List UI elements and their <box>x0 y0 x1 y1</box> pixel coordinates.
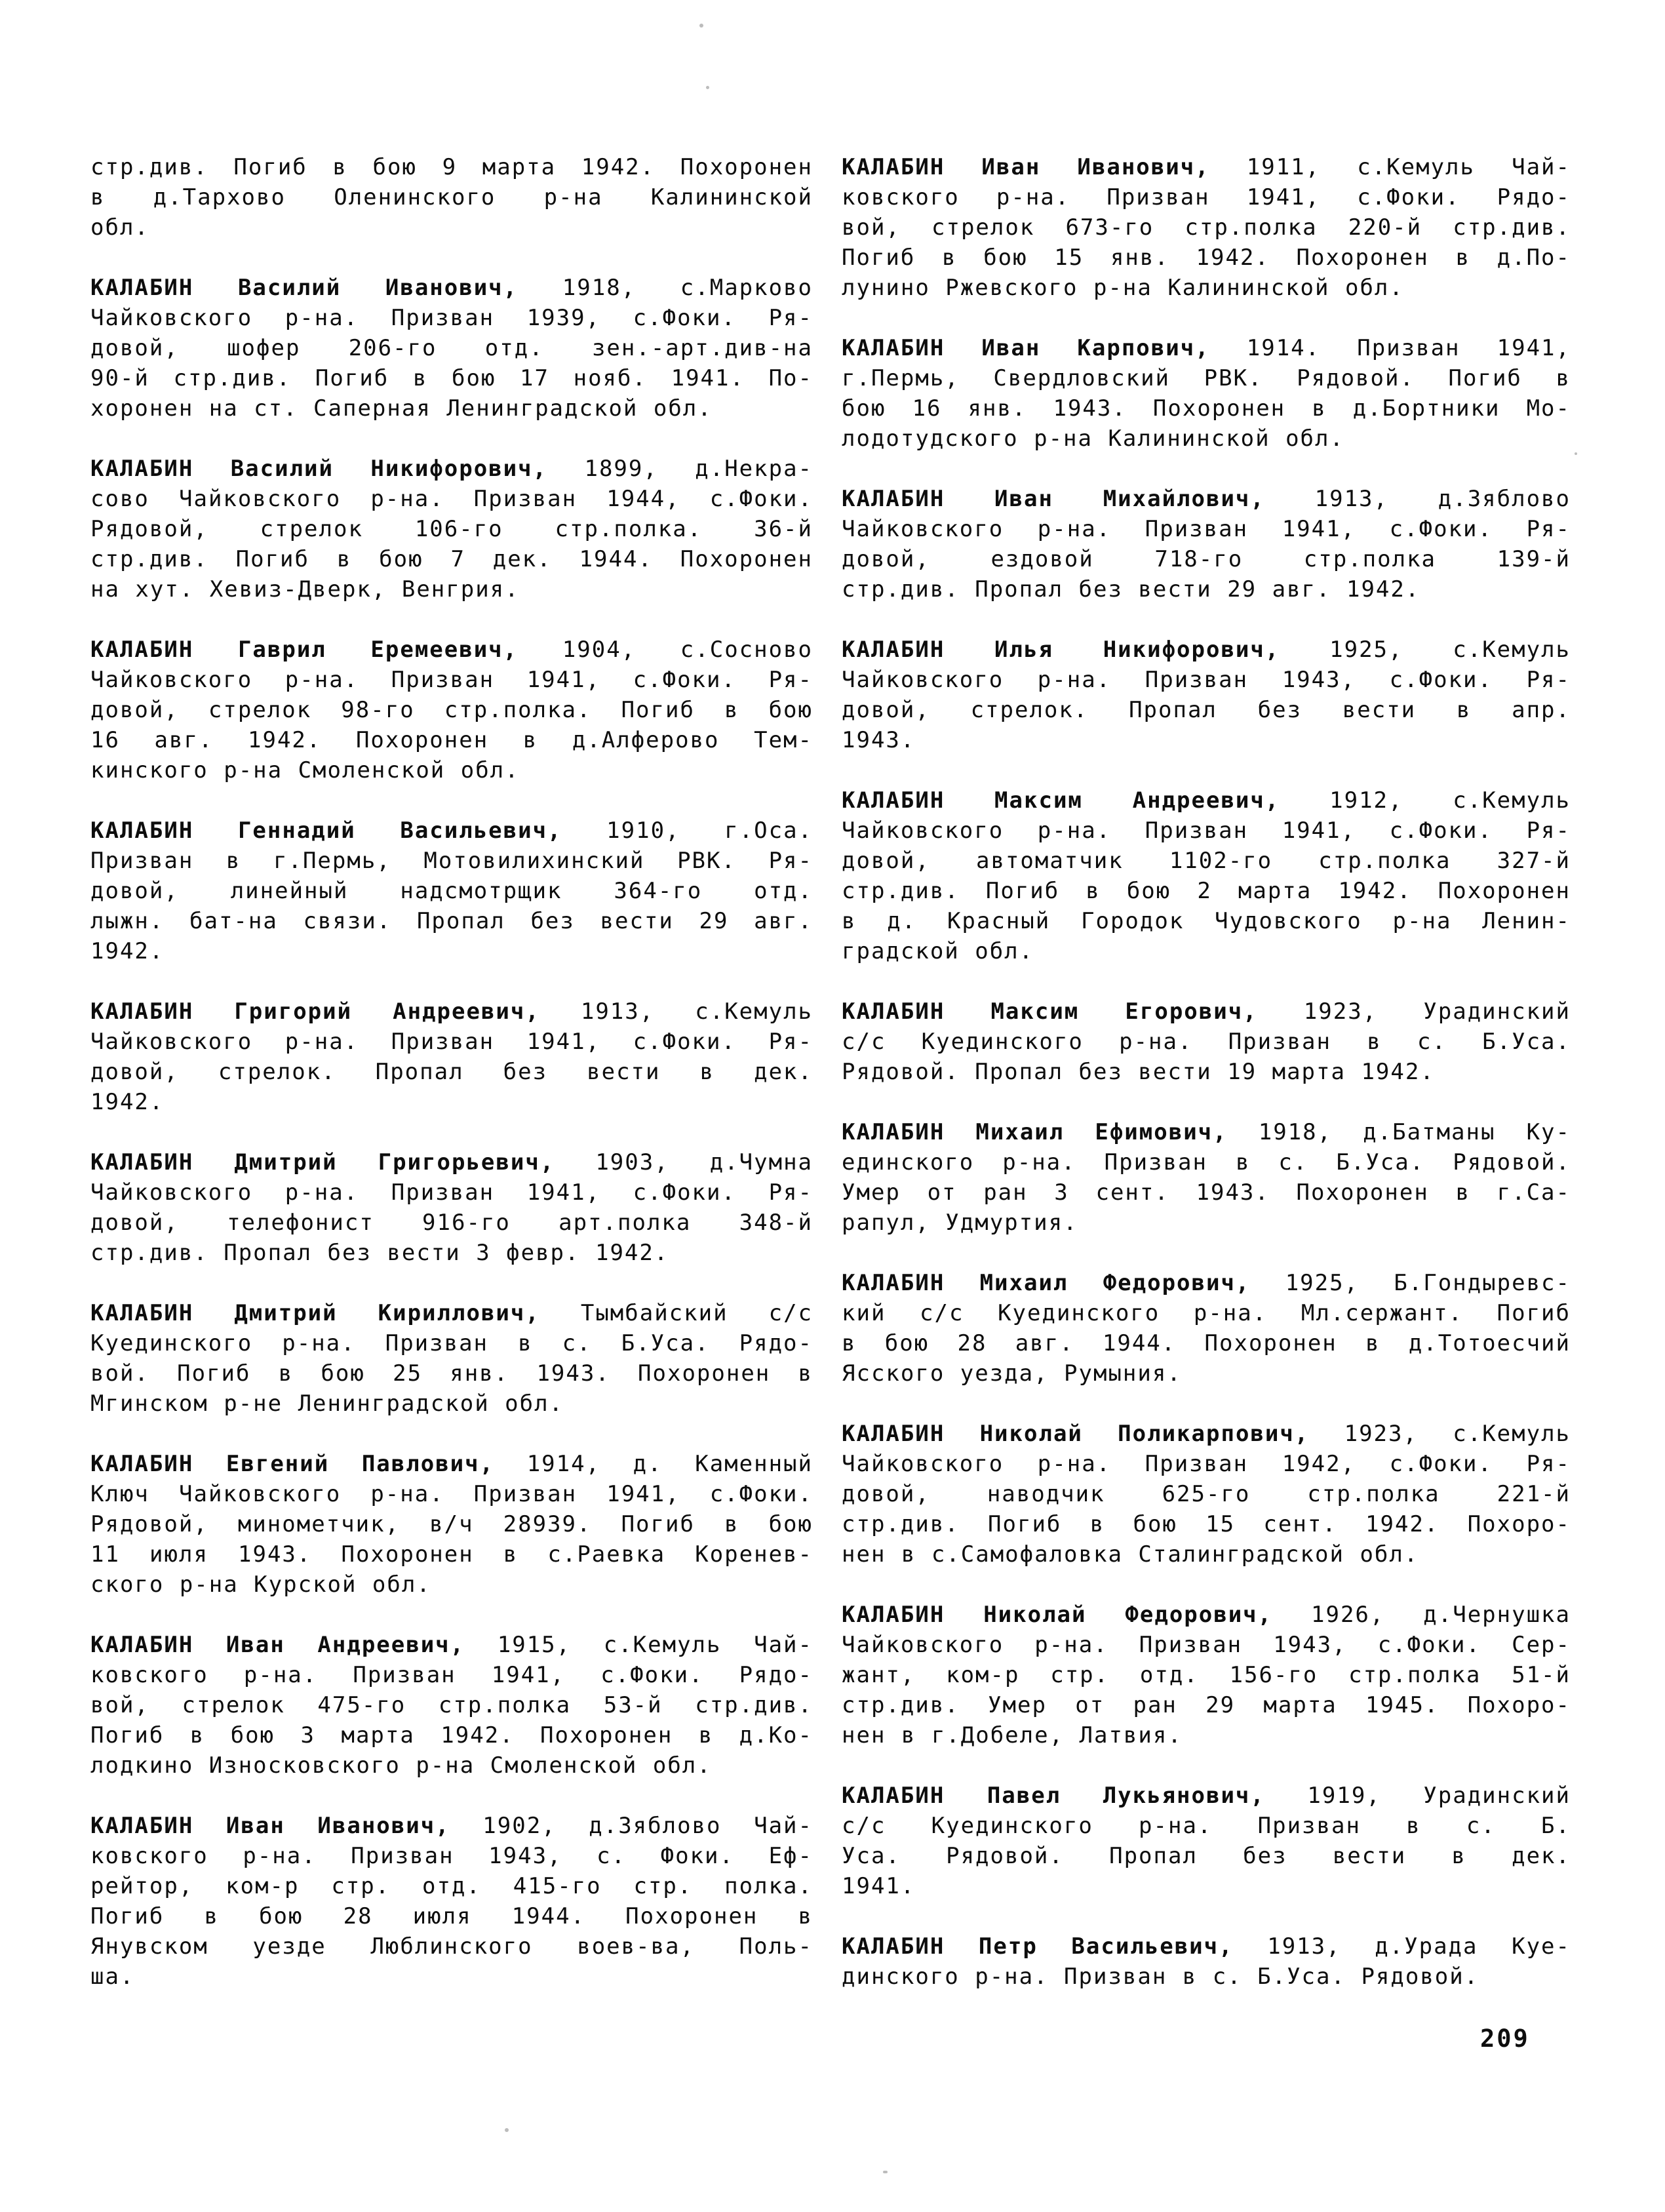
entry-line: Чайковского р-на. Призван 1943, с.Фоки. Сер- <box>842 1632 1571 1658</box>
entry-person-name: КАЛАБИН Иван Михайлович, <box>842 486 1265 512</box>
entry-line: Умер от ран 3 сент. 1943. Похоронен в г.Са- <box>842 1179 1571 1206</box>
entry-line: Погиб в бою 15 янв. 1942. Похоронен в д.По- <box>842 245 1571 271</box>
entry-line: 1942. <box>90 938 165 964</box>
entry-line: Ясского уезда, Румыния. <box>842 1360 1182 1387</box>
entry-line: КАЛАБИН Михаил Федорович, 1925, Б.Гондыревс- <box>842 1270 1571 1296</box>
entry-line: КАЛАБИН Василий Никифорович, 1899, д.Некра- <box>90 456 813 482</box>
entry-line: КАЛАБИН Максим Егорович, 1923, Урадинский <box>842 998 1571 1025</box>
entry-line: Погиб в бою 3 марта 1942. Похоронен в д.Ко- <box>90 1722 813 1748</box>
entry-person-name: КАЛАБИН Василий Иванович, <box>90 275 519 301</box>
entry-line: ша. <box>90 1964 135 1990</box>
entry-line: КАЛАБИН Иван Иванович, 1902, д.Зяблово Чай- <box>90 1813 813 1839</box>
right-column <box>842 152 1571 1992</box>
memorial-entry <box>90 816 813 966</box>
entry-person-name: КАЛАБИН Илья Никифорович, <box>842 637 1280 663</box>
entry-line: бою 16 янв. 1943. Похоронен в д.Бортники Мо- <box>842 395 1571 422</box>
entry-line: Чайковского р-на. Призван 1941, с.Фоки. Ря- <box>842 818 1571 844</box>
entry-line: Куединского р-на. Призван в с. Б.Уса. Рядо- <box>90 1330 813 1356</box>
entry-person-name: КАЛАБИН Евгений Павлович, <box>90 1451 495 1477</box>
entry-line: Призван в г.Пермь, Мотовилихинский РВК. Ря- <box>90 848 813 874</box>
entry-line: 1943. <box>842 727 916 753</box>
entry-line: КАЛАБИН Михаил Ефимович, 1918, д.Батманы Ку- <box>842 1119 1571 1145</box>
entry-line: КАЛАБИН Геннадий Васильевич, 1910, г.Оса. <box>90 818 813 844</box>
entry-line: Чайковского р-на. Призван 1941, с.Фоки. Ря- <box>842 516 1571 542</box>
entry-line: 1941. <box>842 1873 916 1899</box>
entry-line: довой, линейный надсмотрщик 364-го отд. <box>90 878 813 904</box>
entry-line: КАЛАБИН Илья Никифорович, 1925, с.Кемуль <box>842 637 1571 663</box>
entry-line: с/с Куединского р-на. Призван в с. Б.Уса. <box>842 1029 1571 1055</box>
entry-person-name: КАЛАБИН Дмитрий Григорьевич, <box>90 1149 555 1175</box>
entry-person-name: КАЛАБИН Дмитрий Кириллович, <box>90 1300 540 1326</box>
entry-person-name: КАЛАБИН Иван Карпович, <box>842 335 1210 361</box>
entry-line: лодотудского р-на Калининской обл. <box>842 425 1344 452</box>
memorial-entry <box>90 273 813 424</box>
entry-line: Янувском уезде Люблинского воев-ва, Поль- <box>90 1933 813 1960</box>
memorial-entry <box>842 1268 1571 1389</box>
entry-line: довой, автоматчик 1102-го стр.полка 327-й <box>842 848 1571 874</box>
entry-line: рейтор, ком-р стр. отд. 415-го стр. полка. <box>90 1873 813 1899</box>
entry-person-name: КАЛАБИН Иван Андреевич, <box>90 1632 465 1658</box>
scan-speck <box>706 86 709 89</box>
memorial-entry <box>842 785 1571 966</box>
memorial-entry <box>842 997 1571 1087</box>
entry-person-name: КАЛАБИН Максим Андреевич, <box>842 787 1280 814</box>
entry-line: Рядовой, стрелок 106-го стр.полка. 36-й <box>90 516 813 542</box>
entry-line: довой, стрелок 98-го стр.полка. Погиб в бою <box>90 697 813 723</box>
memorial-entry <box>90 1811 813 1992</box>
entry-line: довой, стрелок. Пропал без вести в апр. <box>842 697 1571 723</box>
entry-line: ковского р-на. Призван 1943, с. Фоки. Еф- <box>90 1843 813 1869</box>
entry-line: Чайковского р-на. Призван 1943, с.Фоки. Ря- <box>842 667 1571 693</box>
scan-speck <box>883 2171 888 2173</box>
entry-person-name: КАЛАБИН Павел Лукьянович, <box>842 1783 1265 1809</box>
entry-line: Рядовой. Пропал без вести 19 марта 1942. <box>842 1059 1435 1085</box>
entry-line: КАЛАБИН Николай Поликарпович, 1923, с.Кемуль <box>842 1421 1571 1447</box>
entry-line: обл. <box>90 214 149 241</box>
entry-line: стр.див. Пропал без вести 29 авг. 1942. <box>842 576 1420 602</box>
scan-speck <box>1575 452 1577 455</box>
left-column <box>90 152 813 1992</box>
entry-line: стр.див. Погиб в бою 9 марта 1942. Похоронен <box>90 154 813 180</box>
entry-line: КАЛАБИН Гаврил Еремеевич, 1904, с.Сосново <box>90 637 813 663</box>
entry-line: Ключ Чайковского р-на. Призван 1941, с.Фоки. <box>90 1481 813 1507</box>
memorial-entry <box>842 484 1571 604</box>
memorial-entry-continuation <box>90 152 813 243</box>
entry-line: стр.див. Умер от ран 29 марта 1945. Похоро- <box>842 1692 1571 1718</box>
entry-line: КАЛАБИН Дмитрий Григорьевич, 1903, д.Чумна <box>90 1149 813 1175</box>
entry-line: Чайковского р-на. Призван 1941, с.Фоки. Ря- <box>90 1029 813 1055</box>
memorial-entry <box>90 1449 813 1600</box>
memorial-entry <box>842 1600 1571 1750</box>
entry-line: на хут. Хевиз-Дверк, Венгрия. <box>90 576 520 602</box>
memorial-entry <box>842 152 1571 303</box>
entry-line: лыжн. бат-на связи. Пропал без вести 29 авг. <box>90 908 813 934</box>
entry-line: КАЛАБИН Павел Лукьянович, 1919, Урадинский <box>842 1783 1571 1809</box>
memorial-entry <box>90 1630 813 1781</box>
memorial-entry <box>842 1781 1571 1901</box>
entry-person-name: КАЛАБИН Иван Иванович, <box>842 154 1210 180</box>
entry-line: вой. Погиб в бою 25 янв. 1943. Похоронен в <box>90 1360 813 1387</box>
memorial-entry <box>90 1298 813 1419</box>
entry-person-name: КАЛАБИН Гаврил Еремеевич, <box>90 637 519 663</box>
memorial-entry <box>90 997 813 1117</box>
memorial-entry <box>90 1147 813 1268</box>
entry-line: нен в г.Добеле, Латвия. <box>842 1722 1183 1748</box>
entry-person-name: КАЛАБИН Геннадий Васильевич, <box>90 818 562 844</box>
entry-line: Чайковского р-на. Призван 1939, с.Фоки. Ря- <box>90 305 813 331</box>
page-number: 209 <box>1480 2024 1530 2053</box>
entry-line: жант, ком-р стр. отд. 156-го стр.полка 51-й <box>842 1662 1571 1688</box>
memorial-entry <box>842 1117 1571 1238</box>
entry-person-name: КАЛАБИН Петр Васильевич, <box>842 1933 1234 1960</box>
entry-line: динского р-на. Призван в с. Б.Уса. Рядовой. <box>842 1964 1479 1990</box>
entry-line: 90-й стр.див. Погиб в бою 17 нояб. 1941. По- <box>90 365 813 391</box>
entry-line: КАЛАБИН Петр Васильевич, 1913, д.Урада Куе- <box>842 1933 1571 1960</box>
entry-line: довой, наводчик 625-го стр.полка 221-й <box>842 1481 1571 1507</box>
entry-line: хоронен на ст. Саперная Ленинградской обл. <box>90 395 713 422</box>
entry-line: Рядовой, минометчик, в/ч 28939. Погиб в бою <box>90 1511 813 1537</box>
entry-line: ковского р-на. Призван 1941, с.Фоки. Рядо- <box>842 184 1571 210</box>
entry-line: КАЛАБИН Евгений Павлович, 1914, д. Каменный <box>90 1451 813 1477</box>
entry-line: стр.див. Пропал без вести 3 февр. 1942. <box>90 1240 669 1266</box>
entry-line: Чайковского р-на. Призван 1941, с.Фоки. Ря- <box>90 667 813 693</box>
memorial-entry <box>90 635 813 785</box>
entry-line: КАЛАБИН Василий Иванович, 1918, с.Марково <box>90 275 813 301</box>
entry-person-name: КАЛАБИН Николай Поликарпович, <box>842 1421 1310 1447</box>
entry-line: КАЛАБИН Иван Михайлович, 1913, д.Зяблово <box>842 486 1571 512</box>
entry-line: довой, шофер 206-го отд. зен.-арт.див-на <box>90 335 813 361</box>
entry-line: Уса. Рядовой. Пропал без вести в дек. <box>842 1843 1571 1869</box>
entry-line: лодкино Износковского р-на Смоленской обл. <box>90 1752 712 1779</box>
entry-line: довой, ездовой 718-го стр.полка 139-й <box>842 546 1571 572</box>
entry-line: довой, телефонист 916-го арт.полка 348-й <box>90 1210 813 1236</box>
entry-line: в д.Тархово Оленинского р-на Калининской <box>90 184 813 210</box>
entry-line: Мгинском р-не Ленинградской обл. <box>90 1391 564 1417</box>
entry-line: 11 июля 1943. Похоронен в с.Раевка Коренев- <box>90 1541 813 1568</box>
entry-line: стр.див. Погиб в бою 2 марта 1942. Похоронен <box>842 878 1571 904</box>
entry-line: вой, стрелок 673-го стр.полка 220-й стр.див. <box>842 214 1571 241</box>
scan-speck <box>699 24 703 28</box>
entry-line: Чайковского р-на. Призван 1941, с.Фоки. Ря- <box>90 1179 813 1206</box>
entry-person-name: КАЛАБИН Григорий Андреевич, <box>90 998 540 1025</box>
entry-line: 16 авг. 1942. Похоронен в д.Алферово Тем- <box>90 727 813 753</box>
memorial-entry <box>842 333 1571 454</box>
entry-line: КАЛАБИН Иван Андреевич, 1915, с.Кемуль Чай- <box>90 1632 813 1658</box>
entry-line: Погиб в бою 28 июля 1944. Похоронен в <box>90 1903 813 1929</box>
entry-line: кий с/с Куединского р-на. Мл.сержант. Погиб <box>842 1300 1571 1326</box>
entry-line: нен в с.Самофаловка Сталинградской обл. <box>842 1541 1419 1568</box>
entry-line: с/с Куединского р-на. Призван в с. Б. <box>842 1813 1571 1839</box>
entry-person-name: КАЛАБИН Николай Федорович, <box>842 1602 1273 1628</box>
entry-person-name: КАЛАБИН Василий Никифорович, <box>90 456 548 482</box>
entry-line: рапул, Удмуртия. <box>842 1210 1078 1236</box>
entry-line: 1942. <box>90 1089 165 1115</box>
entry-line: лунино Ржевского р-на Калининской обл. <box>842 275 1404 301</box>
entry-line: стр.див. Погиб в бою 7 дек. 1944. Похоронен <box>90 546 813 572</box>
entry-line: ского р-на Курской обл. <box>90 1571 431 1598</box>
memorial-entry <box>842 1419 1571 1570</box>
entry-line: ковского р-на. Призван 1941, с.Фоки. Рядо- <box>90 1662 813 1688</box>
entry-person-name: КАЛАБИН Максим Егорович, <box>842 998 1258 1025</box>
entry-person-name: КАЛАБИН Иван Иванович, <box>90 1813 450 1839</box>
memorial-entry <box>842 1931 1571 1992</box>
entry-line: Чайковского р-на. Призван 1942, с.Фоки. Ря- <box>842 1451 1571 1477</box>
entry-line: градской обл. <box>842 938 1034 964</box>
entry-line: кинского р-на Смоленской обл. <box>90 757 520 783</box>
entry-line: КАЛАБИН Иван Иванович, 1911, с.Кемуль Чай- <box>842 154 1571 180</box>
scan-speck <box>505 2128 509 2132</box>
entry-line: вой, стрелок 475-го стр.полка 53-й стр.див. <box>90 1692 813 1718</box>
entry-line: КАЛАБИН Максим Андреевич, 1912, с.Кемуль <box>842 787 1571 814</box>
memorial-entry <box>842 635 1571 755</box>
entry-line: г.Пермь, Свердловский РВК. Рядовой. Погиб в <box>842 365 1571 391</box>
entry-person-name: КАЛАБИН Михаил Федорович, <box>842 1270 1251 1296</box>
entry-line: КАЛАБИН Иван Карпович, 1914. Призван 1941, <box>842 335 1571 361</box>
entry-line: в бою 28 авг. 1944. Похоронен в д.Тотоесчий <box>842 1330 1571 1356</box>
memorial-entry <box>90 454 813 604</box>
entry-line: сово Чайковского р-на. Призван 1944, с.Фоки. <box>90 486 813 512</box>
entry-line: довой, стрелок. Пропал без вести в дек. <box>90 1059 813 1085</box>
entry-line: КАЛАБИН Дмитрий Кириллович, Тымбайский с/с <box>90 1300 813 1326</box>
entry-line: стр.див. Погиб в бою 15 сент. 1942. Похоро- <box>842 1511 1571 1537</box>
entry-line: в д. Красный Городок Чудовского р-на Ленин- <box>842 908 1571 934</box>
entry-line: КАЛАБИН Николай Федорович, 1926, д.Чернушка <box>842 1602 1571 1628</box>
entry-person-name: КАЛАБИН Михаил Ефимович, <box>842 1119 1228 1145</box>
entry-line: КАЛАБИН Григорий Андреевич, 1913, с.Кемуль <box>90 998 813 1025</box>
entry-line: единского р-на. Призван в с. Б.Уса. Рядовой. <box>842 1149 1571 1175</box>
